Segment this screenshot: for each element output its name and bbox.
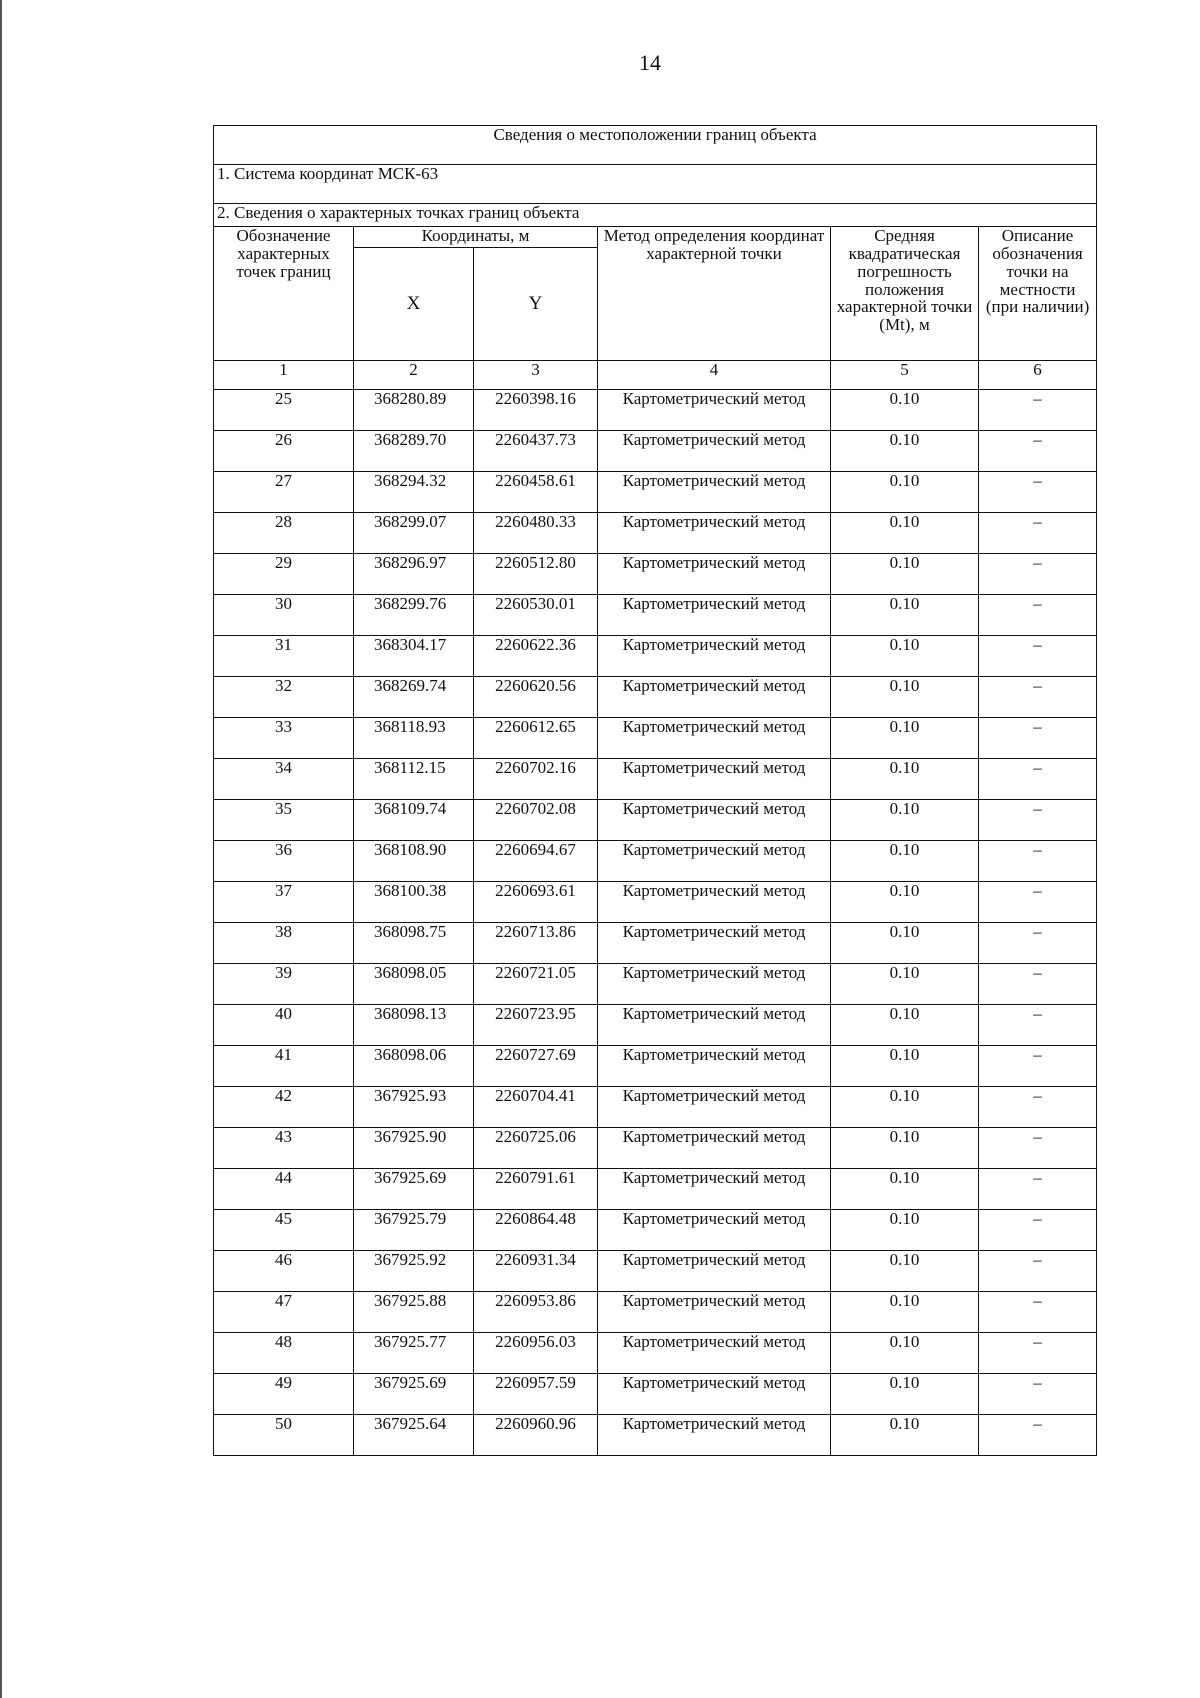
table-row [214,1128,1097,1169]
description-cell: – [979,1333,1097,1374]
header-description: Описание обозначения точки на местности (при наличии) [979,227,1097,361]
point-cell: 26 [214,431,354,472]
header-method: Метод определения координат характерной точки [598,227,831,361]
y-coordinate-cell: 2260398.16 [474,390,598,431]
column-number: 6 [979,361,1097,390]
error-cell: 0.10 [831,800,979,841]
point-cell: 46 [214,1251,354,1292]
x-coordinate-cell: 367925.79 [354,1210,474,1251]
page-number: 14 [639,50,661,75]
method-cell: Картометрический метод [598,964,831,1005]
description-cell: – [979,1292,1097,1333]
header-x: X [354,248,474,361]
error-cell: 0.10 [831,513,979,554]
method-cell: Картометрический метод [598,390,831,431]
y-coordinate-cell: 2260480.33 [474,513,598,554]
error-cell: 0.10 [831,431,979,472]
point-cell: 29 [214,554,354,595]
method-cell: Картометрический метод [598,923,831,964]
x-coordinate-cell: 367925.92 [354,1251,474,1292]
error-cell: 0.10 [831,554,979,595]
method-cell: Картометрический метод [598,800,831,841]
column-number: 1 [214,361,354,390]
description-cell: – [979,1005,1097,1046]
y-coordinate-cell: 2260956.03 [474,1333,598,1374]
y-coordinate-cell: 2260791.61 [474,1169,598,1210]
description-cell: – [979,1415,1097,1456]
description-cell: – [979,595,1097,636]
table-row [214,1415,1097,1456]
method-cell: Картометрический метод [598,1005,831,1046]
method-cell: Картометрический метод [598,513,831,554]
header-error: Средняя квадратическая погрешность положения характерной точки (Mt), м [831,227,979,361]
table-row [214,800,1097,841]
error-cell: 0.10 [831,1046,979,1087]
header-point: Обозначение характерных точек границ [214,227,354,361]
method-cell: Картометрический метод [598,472,831,513]
error-cell: 0.10 [831,1087,979,1128]
y-coordinate-cell: 2260713.86 [474,923,598,964]
x-coordinate-cell: 368098.75 [354,923,474,964]
point-cell: 41 [214,1046,354,1087]
x-coordinate-cell: 368269.74 [354,677,474,718]
x-coordinate-cell: 368098.13 [354,1005,474,1046]
y-coordinate-cell: 2260620.56 [474,677,598,718]
method-cell: Картометрический метод [598,595,831,636]
method-cell: Картометрический метод [598,882,831,923]
table-row [214,472,1097,513]
table-row [214,718,1097,759]
table-row [214,1087,1097,1128]
method-cell: Картометрический метод [598,1251,831,1292]
description-cell: – [979,841,1097,882]
table-row [214,964,1097,1005]
header-coords: Координаты, м [354,227,598,248]
method-cell: Картометрический метод [598,718,831,759]
method-cell: Картометрический метод [598,554,831,595]
x-coordinate-cell: 367925.88 [354,1292,474,1333]
x-coordinate-cell: 368296.97 [354,554,474,595]
y-coordinate-cell: 2260458.61 [474,472,598,513]
y-coordinate-cell: 2260693.61 [474,882,598,923]
point-cell: 39 [214,964,354,1005]
error-cell: 0.10 [831,595,979,636]
section-title: 2. Сведения о характерных точках границ объекта [214,204,1097,227]
x-coordinate-cell: 368294.32 [354,472,474,513]
point-cell: 35 [214,800,354,841]
table-row [214,554,1097,595]
y-coordinate-cell: 2260864.48 [474,1210,598,1251]
y-coordinate-cell: 2260721.05 [474,964,598,1005]
point-cell: 47 [214,1292,354,1333]
method-cell: Картометрический метод [598,841,831,882]
error-cell: 0.10 [831,759,979,800]
x-coordinate-cell: 368109.74 [354,800,474,841]
y-coordinate-cell: 2260953.86 [474,1292,598,1333]
x-coordinate-cell: 368304.17 [354,636,474,677]
x-coordinate-cell: 368299.07 [354,513,474,554]
method-cell: Картометрический метод [598,1333,831,1374]
point-cell: 43 [214,1128,354,1169]
y-coordinate-cell: 2260530.01 [474,595,598,636]
error-cell: 0.10 [831,472,979,513]
description-cell: – [979,554,1097,595]
method-cell: Картометрический метод [598,677,831,718]
point-cell: 38 [214,923,354,964]
error-cell: 0.10 [831,718,979,759]
x-coordinate-cell: 367925.69 [354,1374,474,1415]
error-cell: 0.10 [831,1005,979,1046]
y-coordinate-cell: 2260723.95 [474,1005,598,1046]
method-cell: Картометрический метод [598,431,831,472]
table-row [214,1169,1097,1210]
description-cell: – [979,1169,1097,1210]
error-cell: 0.10 [831,1333,979,1374]
y-coordinate-cell: 2260957.59 [474,1374,598,1415]
error-cell: 0.10 [831,1292,979,1333]
method-cell: Картометрический метод [598,1210,831,1251]
method-cell: Картометрический метод [598,1087,831,1128]
method-cell: Картометрический метод [598,759,831,800]
x-coordinate-cell: 367925.77 [354,1333,474,1374]
y-coordinate-cell: 2260437.73 [474,431,598,472]
table-row [214,1005,1097,1046]
table-row [214,390,1097,431]
table-row [214,595,1097,636]
y-coordinate-cell: 2260512.80 [474,554,598,595]
description-cell: – [979,759,1097,800]
y-coordinate-cell: 2260725.06 [474,1128,598,1169]
x-coordinate-cell: 368280.89 [354,390,474,431]
table-row [214,1210,1097,1251]
x-coordinate-cell: 367925.64 [354,1415,474,1456]
description-cell: – [979,1087,1097,1128]
error-cell: 0.10 [831,1251,979,1292]
y-coordinate-cell: 2260702.16 [474,759,598,800]
table-row [214,1292,1097,1333]
error-cell: 0.10 [831,1128,979,1169]
column-number: 4 [598,361,831,390]
error-cell: 0.10 [831,882,979,923]
table-row [214,841,1097,882]
table-row [214,1374,1097,1415]
page-edge [0,0,2,1698]
y-coordinate-cell: 2260704.41 [474,1087,598,1128]
description-cell: – [979,964,1097,1005]
description-cell: – [979,636,1097,677]
table-row [214,1251,1097,1292]
error-cell: 0.10 [831,1169,979,1210]
point-cell: 25 [214,390,354,431]
x-coordinate-cell: 368118.93 [354,718,474,759]
point-cell: 50 [214,1415,354,1456]
x-coordinate-cell: 367925.93 [354,1087,474,1128]
error-cell: 0.10 [831,1374,979,1415]
column-number: 2 [354,361,474,390]
description-cell: – [979,1128,1097,1169]
method-cell: Картометрический метод [598,1374,831,1415]
error-cell: 0.10 [831,1210,979,1251]
y-coordinate-cell: 2260612.65 [474,718,598,759]
description-cell: – [979,882,1097,923]
description-cell: – [979,390,1097,431]
table-row [214,677,1097,718]
point-cell: 36 [214,841,354,882]
table-row [214,513,1097,554]
method-cell: Картометрический метод [598,1292,831,1333]
table-row [214,882,1097,923]
point-cell: 33 [214,718,354,759]
y-coordinate-cell: 2260960.96 [474,1415,598,1456]
y-coordinate-cell: 2260694.67 [474,841,598,882]
method-cell: Картометрический метод [598,1046,831,1087]
point-cell: 40 [214,1005,354,1046]
point-cell: 37 [214,882,354,923]
y-coordinate-cell: 2260622.36 [474,636,598,677]
error-cell: 0.10 [831,923,979,964]
description-cell: – [979,513,1097,554]
boundary-points-table [213,125,1097,1456]
description-cell: – [979,472,1097,513]
method-cell: Картометрический метод [598,636,831,677]
error-cell: 0.10 [831,964,979,1005]
method-cell: Картометрический метод [598,1415,831,1456]
x-coordinate-cell: 368098.06 [354,1046,474,1087]
column-number: 5 [831,361,979,390]
point-cell: 27 [214,472,354,513]
x-coordinate-cell: 368098.05 [354,964,474,1005]
description-cell: – [979,1046,1097,1087]
table-row [214,923,1097,964]
description-cell: – [979,800,1097,841]
x-coordinate-cell: 368299.76 [354,595,474,636]
description-cell: – [979,677,1097,718]
point-cell: 45 [214,1210,354,1251]
table-title: Сведения о местоположении границ объекта [214,126,1097,165]
x-coordinate-cell: 368112.15 [354,759,474,800]
description-cell: – [979,923,1097,964]
x-coordinate-cell: 367925.90 [354,1128,474,1169]
point-cell: 31 [214,636,354,677]
table-row [214,431,1097,472]
description-cell: – [979,718,1097,759]
error-cell: 0.10 [831,1415,979,1456]
table-row [214,1046,1097,1087]
table-row [214,1333,1097,1374]
description-cell: – [979,431,1097,472]
x-coordinate-cell: 368108.90 [354,841,474,882]
point-cell: 30 [214,595,354,636]
coordinate-system: 1. Система координат МСК-63 [214,165,1097,204]
point-cell: 32 [214,677,354,718]
point-cell: 28 [214,513,354,554]
header-y: Y [474,248,598,361]
error-cell: 0.10 [831,636,979,677]
description-cell: – [979,1251,1097,1292]
method-cell: Картометрический метод [598,1128,831,1169]
x-coordinate-cell: 367925.69 [354,1169,474,1210]
error-cell: 0.10 [831,390,979,431]
point-cell: 49 [214,1374,354,1415]
point-cell: 34 [214,759,354,800]
point-cell: 48 [214,1333,354,1374]
error-cell: 0.10 [831,841,979,882]
table-row [214,636,1097,677]
table-row [214,759,1097,800]
method-cell: Картометрический метод [598,1169,831,1210]
description-cell: – [979,1210,1097,1251]
column-number: 3 [474,361,598,390]
y-coordinate-cell: 2260931.34 [474,1251,598,1292]
point-cell: 44 [214,1169,354,1210]
x-coordinate-cell: 368100.38 [354,882,474,923]
y-coordinate-cell: 2260727.69 [474,1046,598,1087]
error-cell: 0.10 [831,677,979,718]
point-cell: 42 [214,1087,354,1128]
y-coordinate-cell: 2260702.08 [474,800,598,841]
description-cell: – [979,1374,1097,1415]
x-coordinate-cell: 368289.70 [354,431,474,472]
